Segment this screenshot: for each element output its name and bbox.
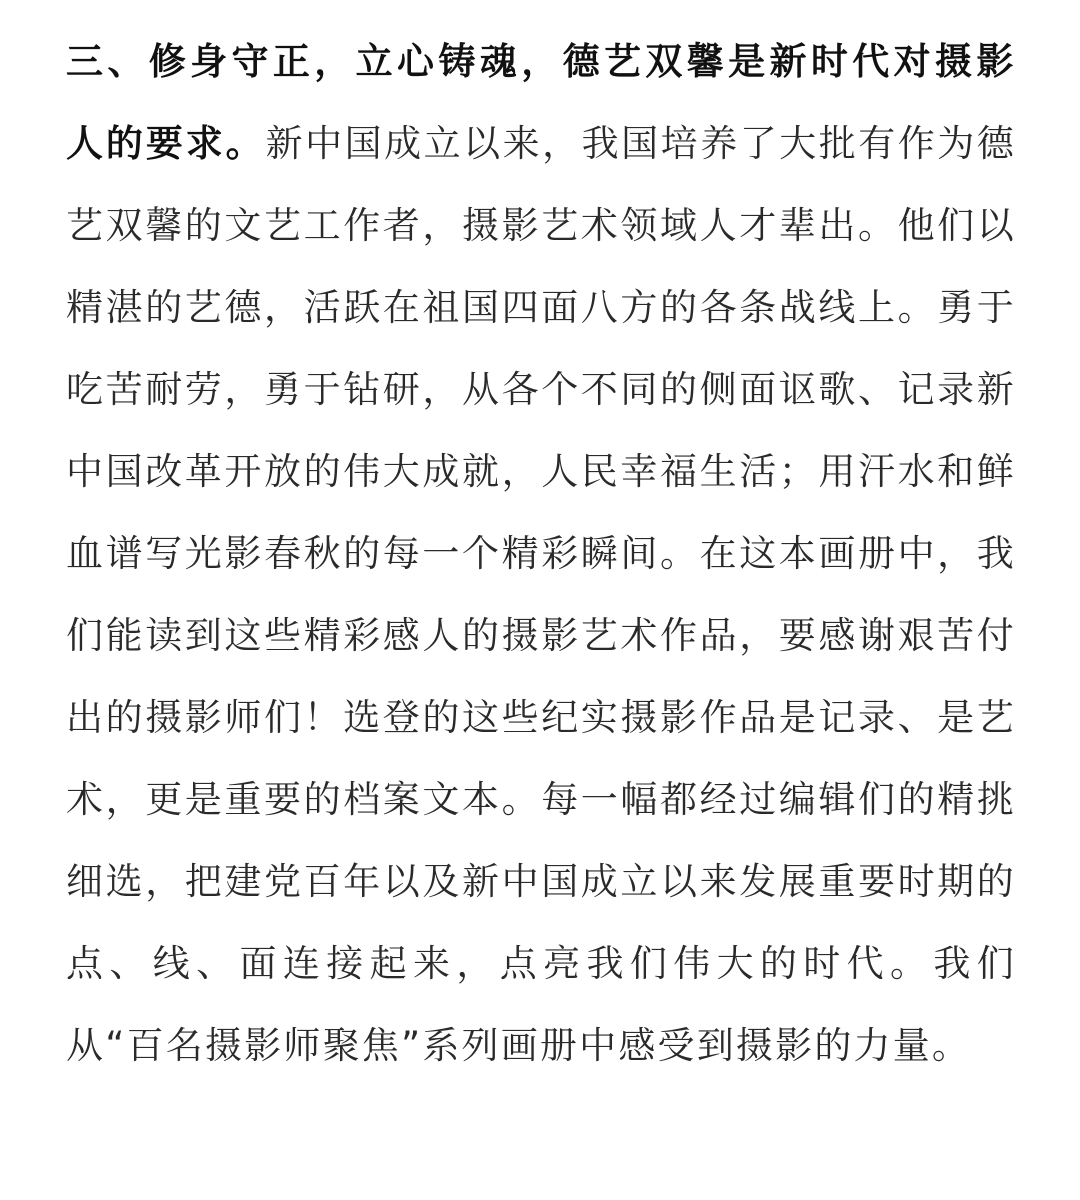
section-heading: 三、修身守正，立心铸魂，德艺双馨是新时代对摄影人的要求。 — [66, 40, 1016, 165]
article-paragraph — [66, 21, 1016, 1087]
body-text: 新中国成立以来，我国培养了大批有作为德艺双馨的文艺工作者，摄影艺术领域人才辈出。他们以精湛的艺德，活跃在祖国四面八方的各条战线上。勇于吃苦耐劳，勇于钻研，从各个不同的侧面讴歌、记录新中国改革开放的伟大成就，人民幸福生活；用汗水和鲜血谱写光影春秋的每一个精彩瞬间。在这本画册中，我们能读到这些精彩感人的摄影艺术作品，要感谢艰苦付出的摄影师们！选登的这些纪实摄影作品是记录、是艺术，更是重要的档案文本。每一幅都经过编辑们的精挑细选，把建党百年以及新中国成立以来发展重要时期的点、线、面连接起来，点亮我们伟大的时代。我们从“百名摄影师聚焦”系列画册中感受到摄影的力量。 — [66, 122, 1016, 1067]
